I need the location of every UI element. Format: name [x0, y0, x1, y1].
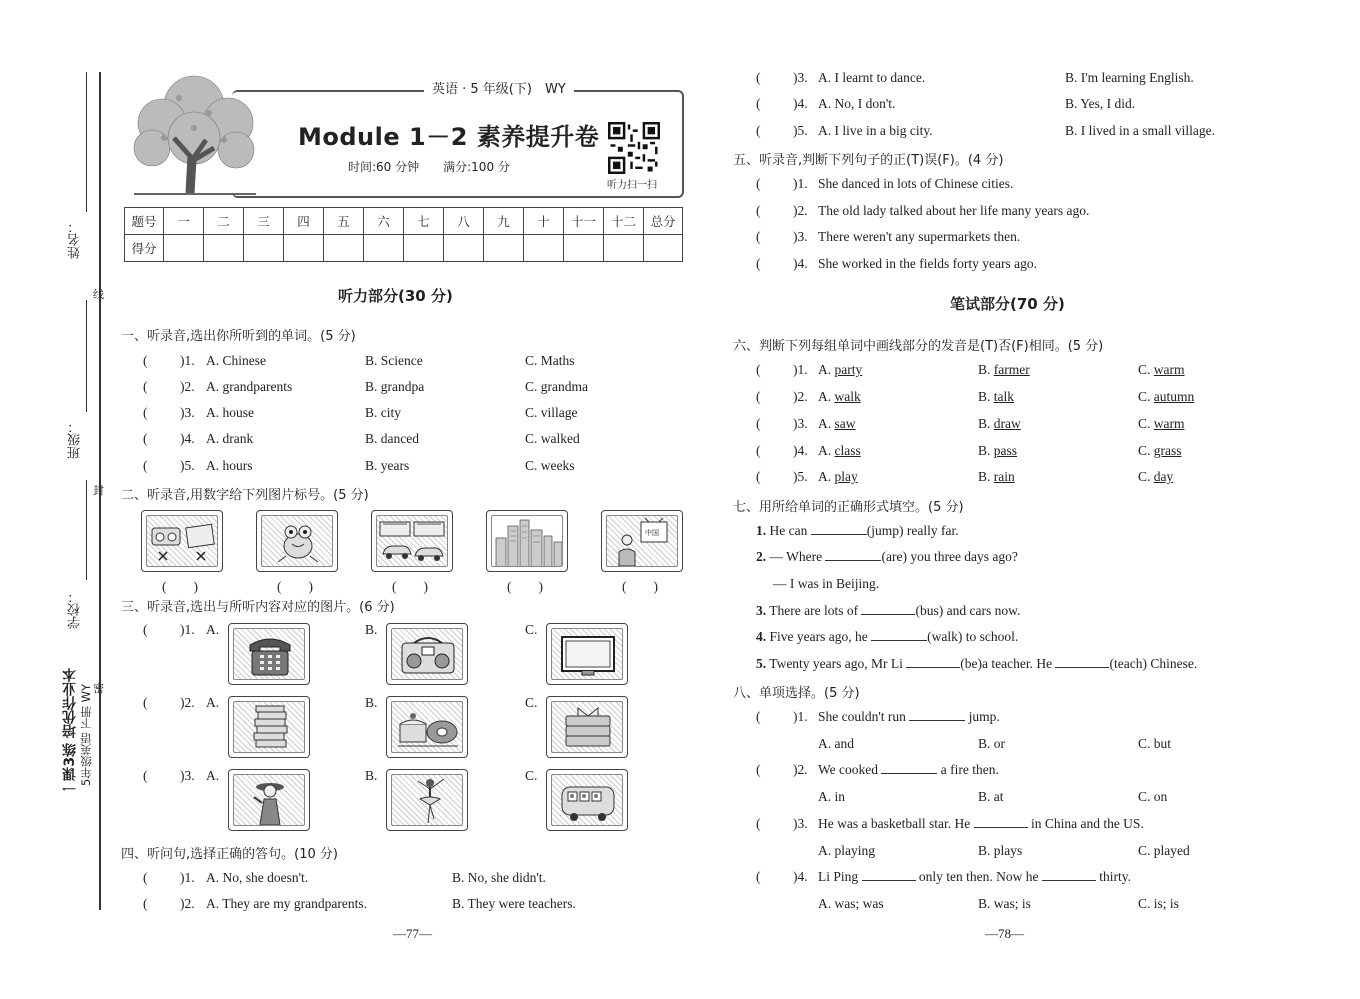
brand-main: 一课3练 培优作业本 [62, 668, 78, 795]
score-col: 十 [524, 208, 564, 235]
item-number: )3. [793, 816, 808, 831]
item-number: )4. [793, 443, 808, 458]
qr-label: 听力扫一扫 [607, 180, 657, 191]
picture-television[interactable] [546, 623, 628, 685]
option-a: A. Chinese [206, 353, 266, 368]
sentence-part: Twenty years ago, Mr Li [769, 656, 903, 671]
score-cell[interactable] [164, 235, 204, 262]
label-paren[interactable]: ( ) [507, 579, 543, 594]
books-icon [234, 702, 305, 753]
option-a: A. was; was [818, 896, 884, 911]
option-b: B. years [365, 458, 410, 473]
answer-paren[interactable]: ( [756, 96, 761, 111]
option-a: A. No, she doesn't. [206, 870, 309, 885]
school-field-line[interactable] [86, 480, 87, 580]
answer-paren[interactable]: ( [143, 458, 148, 473]
question-stem [818, 869, 1131, 885]
score-cell[interactable] [524, 235, 564, 262]
question-stem [818, 816, 1144, 832]
score-cell[interactable] [364, 235, 404, 262]
subject-grade: 英语 · 5 年级(下) WY [424, 78, 574, 97]
option-word: pass [993, 443, 1018, 458]
item-number: )1. [793, 176, 808, 191]
cakes-icon [392, 702, 463, 753]
score-cell[interactable] [644, 235, 683, 262]
option-c: C. weeks [525, 458, 575, 473]
option-a: A. [206, 768, 220, 783]
item-number: )1. [180, 870, 195, 885]
answer-paren[interactable]: ( [756, 70, 761, 85]
city-buildings-icon [492, 516, 563, 567]
score-cell[interactable] [604, 235, 644, 262]
option-b: B. or [978, 736, 1005, 751]
option-a: A. [206, 622, 220, 637]
item-number: )4. [180, 431, 195, 446]
option-word: saw [834, 416, 856, 431]
option-c: C. grandma [525, 379, 588, 394]
label-paren[interactable]: ( ) [392, 579, 428, 594]
statement: The old lady talked about her life many years ago. [818, 203, 1090, 218]
dialogue-reply: — I was in Beijing. [773, 576, 880, 591]
television-icon [552, 629, 623, 680]
option-a: A. house [206, 405, 254, 420]
picture-clothes[interactable] [546, 696, 628, 758]
answer-paren[interactable]: ( [143, 405, 148, 420]
score-col: 五 [324, 208, 364, 235]
option-b: B. [365, 695, 378, 710]
score-cell[interactable] [324, 235, 364, 262]
option-c: C. but [1138, 736, 1172, 751]
option-letter: C. [1138, 443, 1154, 458]
item-number: 5. [756, 656, 767, 671]
page-title: Module 1－2 素养提升卷 [298, 123, 600, 151]
option-letter: C. [1138, 469, 1154, 484]
option-b: B. was; is [978, 896, 1031, 911]
option-letter: A. [818, 362, 835, 377]
class-field-line[interactable] [86, 300, 87, 412]
item-number: 4. [756, 629, 767, 644]
option-letter: B. [978, 469, 994, 484]
stem-part: thirty. [1099, 869, 1131, 884]
option-c: C. is; is [1138, 896, 1179, 911]
option-a: A. No, I don't. [818, 96, 896, 111]
option-word: party [834, 362, 863, 377]
answer-paren[interactable]: ( [143, 896, 148, 911]
option-b: B. at [978, 789, 1004, 804]
name-label: 姓名： [68, 220, 83, 259]
answer-blank[interactable] [861, 614, 915, 615]
option-letter: B. [978, 416, 994, 431]
answer-blank[interactable] [906, 667, 960, 668]
option-word: talk [993, 389, 1015, 404]
item-number: )2. [793, 389, 808, 404]
option-c: C. on [1138, 789, 1168, 804]
answer-paren[interactable]: ( [756, 816, 761, 831]
option-b: B. danced [365, 431, 419, 446]
answer-paren[interactable]: ( [756, 869, 761, 884]
picture-cakes[interactable] [386, 696, 468, 758]
option-c: C. [525, 622, 538, 637]
option-word: warm [1153, 362, 1185, 377]
sentence-part: (walk) to school. [927, 629, 1019, 644]
option-c [1138, 416, 1185, 432]
option-b [978, 389, 1014, 405]
q4-heading: 四、听问句,选择正确的答句。(10 分) [121, 847, 338, 862]
item-number: )1. [180, 353, 195, 368]
vehicles-icon [377, 516, 448, 567]
item-number: )3. [180, 768, 195, 783]
answer-paren[interactable]: ( [143, 431, 148, 446]
score-col: 十二 [604, 208, 644, 235]
stem-part: She couldn't run [818, 709, 906, 724]
score-cell[interactable] [564, 235, 604, 262]
brand-sub: 5年级英语 下册 WY [79, 684, 93, 787]
option-a [818, 416, 856, 432]
option-b: B. Science [365, 353, 423, 368]
item-number: )5. [793, 123, 808, 138]
time-score-info: 时间:60 分钟 满分:100 分 [348, 160, 510, 174]
radio-icon [392, 629, 463, 680]
score-col: 三 [244, 208, 284, 235]
item-number: 1. [756, 523, 767, 538]
option-word: walk [834, 389, 861, 404]
label-paren[interactable]: ( ) [277, 579, 313, 594]
option-letter: A. [818, 389, 835, 404]
option-b [978, 469, 1015, 485]
score-cell[interactable] [244, 235, 284, 262]
option-word: grass [1153, 443, 1182, 458]
option-letter: C. [1138, 416, 1154, 431]
option-a: A. [206, 695, 220, 710]
picture-books[interactable] [228, 696, 310, 758]
item-number: )3. [180, 405, 195, 420]
option-a [818, 469, 858, 485]
option-b [978, 416, 1021, 432]
qr-code-icon[interactable] [608, 122, 660, 174]
answer-paren[interactable]: ( [143, 695, 148, 710]
score-header-label: 题号 [125, 208, 164, 235]
page-number-right: —78— [985, 926, 1024, 941]
answer-blank[interactable] [825, 560, 881, 561]
option-word: play [834, 469, 858, 484]
answer-paren[interactable]: ( [143, 870, 148, 885]
answer-paren[interactable]: ( [756, 443, 761, 458]
listening-section-title: 听力部分(30 分) [338, 287, 453, 305]
fill-item [756, 629, 1018, 645]
item-number: )4. [793, 869, 808, 884]
option-a: A. grandparents [206, 379, 293, 394]
school-label: 学校： [68, 590, 83, 629]
close-mark: 密 [93, 682, 104, 695]
item-number: )1. [793, 362, 808, 377]
answer-paren[interactable]: ( [143, 622, 148, 637]
answer-paren[interactable]: ( [756, 389, 761, 404]
answer-paren[interactable]: ( [756, 176, 761, 191]
item-number: )2. [180, 896, 195, 911]
option-word: class [834, 443, 861, 458]
option-letter: B. [978, 443, 994, 458]
name-field-line[interactable] [86, 72, 87, 212]
score-col: 四 [284, 208, 324, 235]
option-b: B. grandpa [365, 379, 425, 394]
answer-paren[interactable]: ( [143, 353, 148, 368]
answer-paren[interactable]: ( [756, 416, 761, 431]
q2-heading: 二、听录音,用数字给下列图片标号。(5 分) [121, 488, 369, 503]
score-col: 九 [484, 208, 524, 235]
score-cell[interactable] [284, 235, 324, 262]
option-b: B. No, she didn't. [452, 870, 546, 885]
line-mark: 线 [93, 288, 104, 301]
option-c: C. played [1138, 843, 1190, 858]
option-a: A. playing [818, 843, 875, 858]
stem-part: He was a basketball star. He [818, 816, 971, 831]
item-number: )2. [793, 762, 808, 777]
answer-paren[interactable]: ( [756, 256, 761, 271]
option-c: C. [525, 695, 538, 710]
option-letter: A. [818, 416, 835, 431]
score-col-total: 总分 [644, 208, 683, 235]
fill-item [756, 656, 1197, 672]
answer-paren[interactable]: ( [756, 762, 761, 777]
label-paren[interactable]: ( ) [622, 579, 658, 594]
option-c: C. walked [525, 431, 580, 446]
answer-blank[interactable] [881, 773, 937, 774]
item-number: )3. [793, 70, 808, 85]
option-letter: C. [1138, 389, 1154, 404]
q7-heading: 七、用所给单词的正确形式填空。(5 分) [733, 500, 964, 515]
option-a: A. hours [206, 458, 253, 473]
answer-blank[interactable] [1055, 667, 1109, 668]
q1-heading: 一、听录音,选出你所听到的单词。(5 分) [121, 329, 356, 344]
option-a: A. I learnt to dance. [818, 70, 926, 85]
option-a: A. They are my grandparents. [206, 896, 367, 911]
option-word: farmer [993, 362, 1030, 377]
option-c [1138, 469, 1173, 485]
telephone-icon [234, 629, 305, 680]
option-b [978, 443, 1017, 459]
score-col: 八 [444, 208, 484, 235]
sentence-part: (be)a teacher. He [960, 656, 1053, 671]
answer-blank[interactable] [1042, 880, 1096, 881]
tv-caption: 中国 [645, 529, 659, 537]
option-b [978, 362, 1030, 378]
option-word: rain [993, 469, 1015, 484]
option-c: C. [525, 768, 538, 783]
sentence-part: There are lots of [769, 603, 859, 618]
option-c: C. Maths [525, 353, 575, 368]
option-c [1138, 362, 1185, 378]
written-section-title: 笔试部分(70 分) [950, 295, 1065, 313]
score-col: 七 [404, 208, 444, 235]
stem-part: only ten then. Now he [918, 869, 1039, 884]
option-b: B. I lived in a small village. [1065, 123, 1215, 138]
option-c [1138, 389, 1194, 405]
picture-bus[interactable] [546, 769, 628, 831]
sentence-part: (are) you three days ago? [881, 549, 1018, 564]
clothes-icon [552, 702, 623, 753]
sentence-part: Five years ago, he [769, 629, 868, 644]
sentence-part: (teach) Chinese. [1109, 656, 1198, 671]
label-paren[interactable]: ( ) [162, 579, 198, 594]
score-cell[interactable] [484, 235, 524, 262]
item-number: )1. [793, 709, 808, 724]
item-number: )5. [180, 458, 195, 473]
man-watching-tv-icon [607, 516, 678, 567]
item-number: )4. [793, 96, 808, 111]
option-a [818, 443, 861, 459]
option-word: autumn [1153, 389, 1195, 404]
score-cell[interactable] [404, 235, 444, 262]
answer-blank[interactable] [909, 720, 965, 721]
question-stem [818, 709, 1000, 725]
answer-blank[interactable] [974, 827, 1028, 828]
item-number: )5. [793, 469, 808, 484]
option-a [818, 362, 862, 378]
picture-city [486, 510, 568, 572]
item-number: )2. [180, 379, 195, 394]
fill-item [756, 549, 1018, 565]
question-stem [818, 762, 999, 778]
statement: She danced in lots of Chinese cities. [818, 176, 1014, 191]
option-word: warm [1153, 416, 1185, 431]
item-number: )2. [793, 203, 808, 218]
option-b: B. plays [978, 843, 1023, 858]
item-number: )3. [793, 416, 808, 431]
option-letter: C. [1138, 362, 1154, 377]
q6-heading: 六、判断下列每组单词中画线部分的发音是(T)否(F)相同。(5 分) [733, 339, 1104, 354]
stem-part: We cooked [818, 762, 879, 777]
option-word: day [1153, 469, 1174, 484]
answer-blank[interactable] [871, 640, 927, 641]
option-c [1138, 443, 1182, 459]
page-number-left: —77— [393, 926, 432, 941]
q8-heading: 八、单项选择。(5 分) [733, 686, 860, 701]
option-letter: A. [818, 443, 835, 458]
class-label: 班级： [68, 420, 83, 459]
q3-heading: 三、听录音,选出与所听内容对应的图片。(6 分) [121, 600, 395, 615]
fill-item [756, 603, 1020, 619]
score-col: 二 [204, 208, 244, 235]
option-c: C. village [525, 405, 578, 420]
answer-paren[interactable]: ( [756, 362, 761, 377]
answer-blank[interactable] [862, 880, 916, 881]
picture-radio[interactable] [386, 623, 468, 685]
item-number: )3. [793, 229, 808, 244]
option-b: B. [365, 768, 378, 783]
option-b: B. [365, 622, 378, 637]
option-letter: B. [978, 362, 994, 377]
option-a: A. in [818, 789, 845, 804]
option-letter: A. [818, 469, 835, 484]
fill-item [756, 523, 959, 539]
picture-man-tv [601, 510, 683, 572]
option-b: B. Yes, I did. [1065, 96, 1136, 111]
ballet-dancer-icon [392, 775, 463, 826]
answer-paren[interactable]: ( [756, 709, 761, 724]
picture-frog [256, 510, 338, 572]
score-col: 十一 [564, 208, 604, 235]
radio-notebook-icon [147, 516, 218, 567]
picture-dancer[interactable] [386, 769, 468, 831]
item-number: 2. [756, 549, 767, 564]
answer-paren[interactable]: ( [143, 768, 148, 783]
stem-part: jump. [968, 709, 1000, 724]
statement: She worked in the fields forty years ago. [818, 256, 1037, 271]
sentence-part: (bus) and cars now. [915, 603, 1021, 618]
picture-radio-notebook [141, 510, 223, 572]
option-b: B. I'm learning English. [1065, 70, 1194, 85]
option-a: A. and [818, 736, 854, 751]
score-row-label: 得分 [125, 235, 164, 262]
option-word: draw [993, 416, 1021, 431]
sentence-part: — Where [769, 549, 823, 564]
answer-paren[interactable]: ( [756, 469, 761, 484]
item-number: )4. [793, 256, 808, 271]
brand-logo [56, 668, 102, 858]
bus-icon [552, 775, 623, 826]
item-number: )1. [180, 622, 195, 637]
answer-blank[interactable] [811, 534, 867, 535]
option-a: A. I live in a big city. [818, 123, 933, 138]
stem-part: in China and the US. [1030, 816, 1144, 831]
stem-part: Li Ping [818, 869, 859, 884]
item-number: 3. [756, 603, 767, 618]
picture-buses-cars [371, 510, 453, 572]
picture-telephone[interactable] [228, 623, 310, 685]
option-a [818, 389, 861, 405]
option-b: B. city [365, 405, 401, 420]
score-col: 一 [164, 208, 204, 235]
statement: There weren't any supermarkets then. [818, 229, 1021, 244]
score-col: 六 [364, 208, 404, 235]
score-cell[interactable] [204, 235, 244, 262]
singer-icon [234, 775, 305, 826]
q5-heading: 五、听录音,判断下列句子的正(T)误(F)。(4 分) [733, 153, 1004, 168]
sentence-part: (jump) really far. [866, 523, 959, 538]
sentence-part: He can [769, 523, 808, 538]
option-a: A. drank [206, 431, 254, 446]
answer-paren[interactable]: ( [143, 379, 148, 394]
option-letter: B. [978, 389, 994, 404]
seal-mark: 封 [93, 484, 104, 497]
answer-paren[interactable]: ( [756, 229, 761, 244]
option-b: B. They were teachers. [452, 896, 576, 911]
item-number: )2. [180, 695, 195, 710]
picture-singer[interactable] [228, 769, 310, 831]
answer-paren[interactable]: ( [756, 123, 761, 138]
answer-paren[interactable]: ( [756, 203, 761, 218]
score-cell[interactable] [444, 235, 484, 262]
frog-icon [262, 516, 333, 567]
stem-part: a fire then. [940, 762, 999, 777]
score-table [124, 207, 683, 262]
